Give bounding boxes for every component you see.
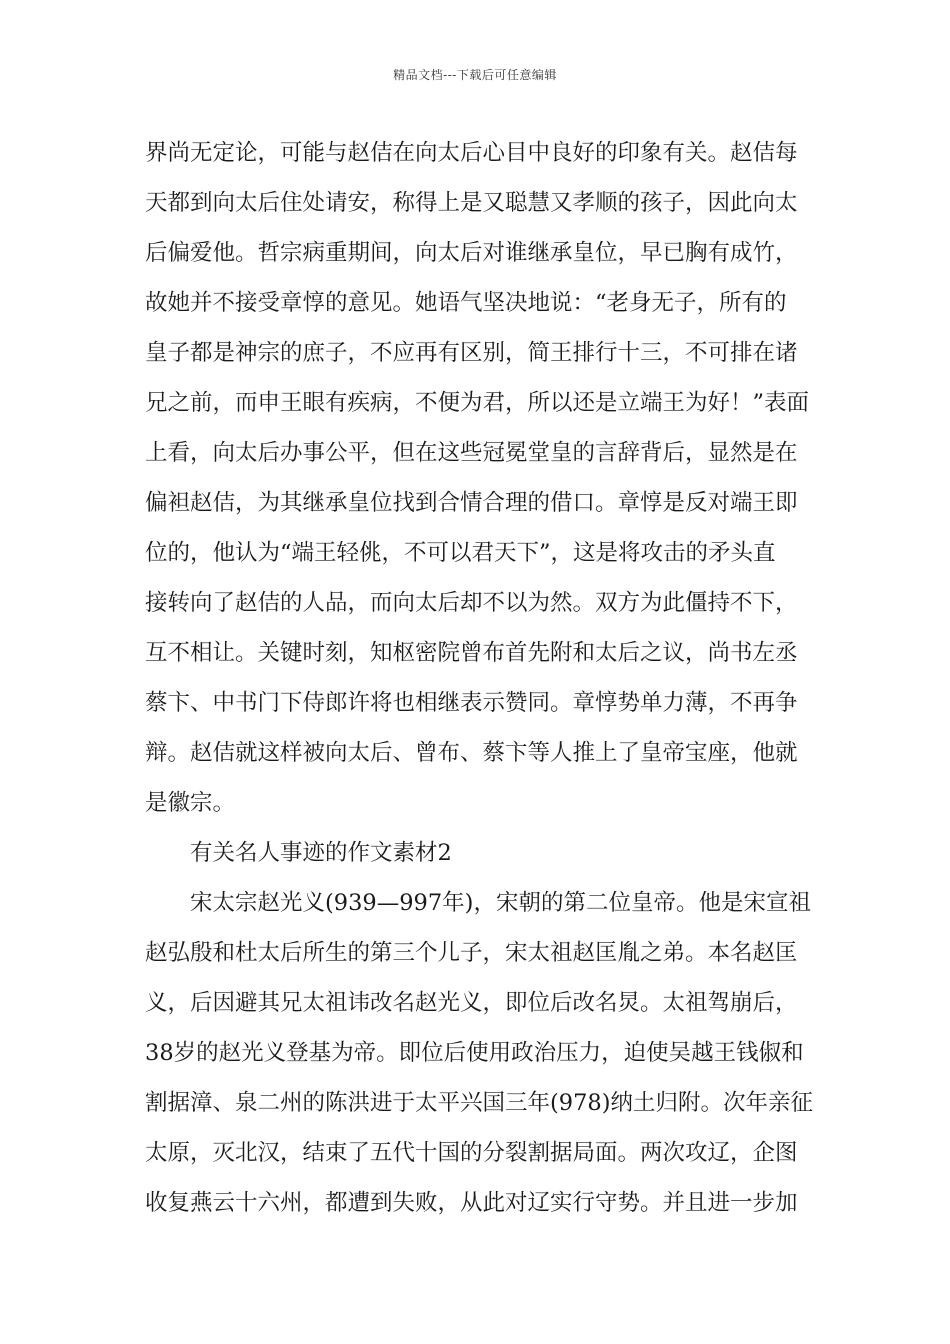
page-header: 精品文档---下载后可任意编辑 — [393, 68, 557, 82]
text-line: 皇子都是神宗的庶子，不应再有区别，简王排行十三，不可排在诸 — [145, 340, 798, 366]
document-body — [145, 128, 815, 1228]
text-line: 位的，他认为“端王轻佻，不可以君天下”，这是将攻击的矛头直 — [145, 540, 776, 566]
text-line: 偏袒赵佶，为其继承皇位找到合情合理的借口。章惇是反对端王即 — [145, 490, 798, 516]
text-line: 宋太宗赵光义(939—997年)，宋朝的第二位皇帝。他是宋宣祖 — [190, 890, 811, 916]
text-line: 赵弘殷和杜太后所生的第三个儿子，宋太祖赵匡胤之弟。本名赵匡 — [145, 940, 798, 966]
text-line: 故她并不接受章惇的意见。她语气坚决地说：“老身无子，所有的 — [145, 290, 787, 316]
text-line: 上看，向太后办事公平，但在这些冠冕堂皇的言辞背后，显然是在 — [145, 440, 798, 466]
text-line: 义，后因避其兄太祖讳改名赵光义，即位后改名炅。太祖驾崩后， — [145, 990, 798, 1016]
text-line: 辩。赵佶就这样被向太后、曾布、蔡卞等人推上了皇帝宝座，他就 — [145, 740, 798, 766]
text-line: 互不相让。关键时刻，知枢密院曾布首先附和太后之议，尚书左丞 — [145, 640, 798, 666]
text-line: 蔡卞、中书门下侍郎许将也相继表示赞同。章惇势单力薄，不再争 — [145, 690, 798, 716]
text-line: 接转向了赵佶的人品，而向太后却不以为然。双方为此僵持不下， — [145, 590, 798, 616]
text-line: 太原，灭北汉，结束了五代十国的分裂割据局面。两次攻辽，企图 — [145, 1140, 798, 1166]
text-line: 有关名人事迹的作文素材2 — [190, 840, 452, 866]
text-line: 收复燕云十六州，都遭到失败，从此对辽实行守势。并且进一步加 — [145, 1190, 798, 1216]
text-line: 是徽宗。 — [145, 790, 236, 816]
text-line: 38岁的赵光义登基为帝。即位后使用政治压力，迫使吴越王钱俶和 — [145, 1040, 804, 1066]
text-line: 界尚无定论，可能与赵佶在向太后心目中良好的印象有关。赵佶每 — [145, 140, 798, 166]
text-line: 兄之前，而申王眼有疾病，不便为君，所以还是立端王为好！”表面 — [145, 390, 810, 416]
text-line: 后偏爱他。哲宗病重期间，向太后对谁继承皇位，早已胸有成竹， — [145, 240, 798, 266]
text-line: 割据漳、泉二州的陈洪进于太平兴国三年(978)纳土归附。次年亲征 — [145, 1090, 814, 1116]
text-line: 天都到向太后住处请安，称得上是又聪慧又孝顺的孩子，因此向太 — [145, 190, 798, 216]
